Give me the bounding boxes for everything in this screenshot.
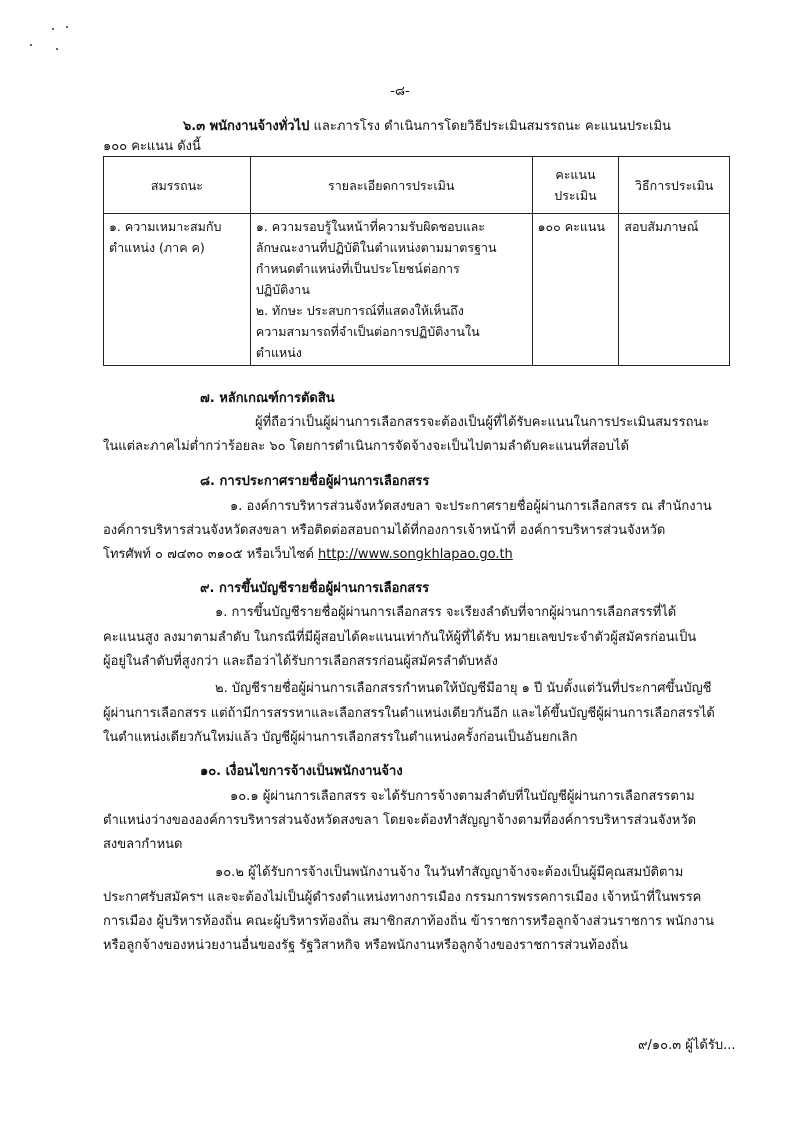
assessment-table xyxy=(103,156,730,366)
section-9-p1-line2: คะแนนสูง ลงมาตามลำดับ ในกรณีที่มีผู้สอบได้คะแนนเท่ากันให้ผู้ที่ได้รับ หมายเลขประจำตัวผู้สมัครก่อนเป็น xyxy=(103,630,697,645)
website-link[interactable]: http://www.songkhlapao.go.th xyxy=(318,547,513,562)
details-line: กำหนดตำแหน่งที่เป็นประโยชน์ต่อการ xyxy=(255,261,460,276)
cell-method: สอบสัมภาษณ์ xyxy=(619,214,730,366)
details-line: ตำแหน่ง xyxy=(255,345,302,360)
section-6-3-title: ๖.๓ พนักงานจ้างทั่วไป xyxy=(183,119,310,134)
details-line: ความสามารถที่จำเป็นต่อการปฏิบัติงานใน xyxy=(255,324,480,339)
competency-line: ๑. ความเหมาะสมกับ xyxy=(109,219,222,234)
header-details: รายละเอียดการประเมิน xyxy=(250,157,532,214)
section-10-p2-line2: ประกาศรับสมัครฯ และจะต้องไม่เป็นผู้ดำรงตำแหน่งทางการเมือง กรรมการพรรคการเมือง เจ้าหน้าที่ในพรรค xyxy=(103,890,702,905)
section-8-heading: ๘. การประกาศรายชื่อผู้ผ่านการเลือกสรร xyxy=(200,474,430,489)
cell-details xyxy=(250,214,532,366)
cell-score: ๑๐๐ คะแนน xyxy=(532,214,619,366)
section-10-p1-line3: สงขลากำหนด xyxy=(103,837,183,852)
footer-continuation: ๙/๑๐.๓ ผู้ได้รับ... xyxy=(638,1038,736,1053)
details-line: ๒. ทักษะ ประสบการณ์ที่แสดงให้เห็นถึง xyxy=(255,303,464,318)
table-row xyxy=(104,214,730,366)
section-8-line3: โทรศัพท์ ๐ ๗๔๓๐ ๓๑๐๕ หรือเว็บไซด์ xyxy=(103,547,314,562)
section-8-line2: องค์การบริหารส่วนจังหวัดสงขลา หรือติดต่อสอบถามได้ที่กองการเจ้าหน้าที่ องค์การบริหารส่วนจังหวัด xyxy=(103,523,666,538)
cell-competency xyxy=(104,214,251,366)
section-10-p2-line1: ๑๐.๒ ผู้ได้รับการจ้างเป็นพนักงานจ้าง ในวันทำสัญญาจ้างจะต้องเป็นผู้มีคุณสมบัติตาม xyxy=(215,865,684,880)
details-line: ลักษณะงานที่ปฏิบัติในตำแหน่งตามมาตรฐาน xyxy=(255,240,497,255)
header-score-line2: ประเมิน xyxy=(554,188,597,203)
header-competency: สมรรถนะ xyxy=(104,157,251,214)
section-7-line2: ในแต่ละภาคไม่ต่ำกว่าร้อยละ ๖๐ โดยการดำเนินการจัดจ้างจะเป็นไปตามลำดับคะแนนที่สอบได้ xyxy=(103,439,629,454)
section-6-3-line2: ๑๐๐ คะแนน ดังนี้ xyxy=(103,139,201,154)
section-7-line1: ผู้ที่ถือว่าเป็นผู้ผ่านการเลือกสรรจะต้องเป็นผู้ที่ได้รับคะแนนในการประเมินสมรรถนะ xyxy=(255,415,710,430)
section-9-p1-line3: ผู้อยู่ในลำดับที่สูงกว่า และถือว่าได้รับการเลือกสรรก่อนผู้สมัครลำดับหลัง xyxy=(103,654,498,669)
section-10-p1-line2: ตำแหน่งว่างขององค์การบริหารส่วนจังหวัดสงขลา โดยจะต้องทำสัญญาจ้างตามที่องค์การบริหารส่วนจังหวัด xyxy=(103,813,697,828)
competency-line: ตำแหน่ง (ภาค ค) xyxy=(109,240,205,255)
page-number: -๘- xyxy=(390,84,410,99)
section-10-heading: ๑๐. เงื่อนไขการจ้างเป็นพนักงานจ้าง xyxy=(200,764,403,779)
section-10-p2-line3: การเมือง ผู้บริหารท้องถิ่น คณะผู้บริหารท้องถิ่น สมาชิกสภาท้องถิ่น ข้าราชการหรือลูกจ้างส่วนราชการ พนักงาน xyxy=(103,914,715,929)
header-method: วิธีการประเมิน xyxy=(619,157,730,214)
header-score-line1: คะแนน xyxy=(555,167,596,182)
scan-specks xyxy=(18,22,88,52)
details-line: ปฏิบัติงาน xyxy=(255,282,310,297)
section-7-heading: ๗. หลักเกณฑ์การตัดสิน xyxy=(200,391,335,406)
section-9-p2-line2: ผู้ผ่านการเลือกสรร แต่ถ้ามีการสรรหาและเลือกสรรในตำแหน่งเดียวกันอีก และได้ขึ้นบัญชีผู้ผ่านการเลือกสรรได้ xyxy=(103,706,715,721)
section-9-heading: ๙. การขึ้นบัญชีรายชื่อผู้ผ่านการเลือกสรร xyxy=(200,581,430,596)
section-10-p2-line4: หรือลูกจ้างของหน่วยงานอื่นของรัฐ รัฐวิสาหกิจ หรือพนักงานหรือลูกจ้างของราชการส่วนท้องถิ่น xyxy=(103,938,628,953)
details-line: ๑. ความรอบรู้ในหน้าที่ความรับผิดชอบและ xyxy=(255,219,485,234)
table-header-row xyxy=(104,157,730,214)
section-9-p2-line1: ๒. บัญชีรายชื่อผู้ผ่านการเลือกสรรกำหนดให้บัญชีมีอายุ ๑ ปี นับตั้งแต่วันที่ประกาศขึ้นบัญชี xyxy=(215,681,712,696)
section-6-3-text: และภารโรง ดำเนินการโดยวิธีประเมินสมรรถนะ คะแนนประเมิน xyxy=(313,119,671,134)
section-9-p2-line3: ในตำแหน่งเดียวกันใหม่แล้ว บัญชีผู้ผ่านการเลือกสรรในตำแหน่งครั้งก่อนเป็นอันยกเลิก xyxy=(103,730,578,745)
section-10-p1-line1: ๑๐.๑ ผู้ผ่านการเลือกสรร จะได้รับการจ้างตามลำดับที่ในบัญชีผู้ผ่านการเลือกสรรตาม xyxy=(230,789,695,804)
section-6-3-heading xyxy=(183,118,671,136)
section-8-line1: ๑. องค์การบริหารส่วนจังหวัดสงขลา จะประกาศรายชื่อผู้ผ่านการเลือกสรร ณ สำนักงาน xyxy=(230,499,712,514)
section-9-p1-line1: ๑. การขึ้นบัญชีรายชื่อผู้ผ่านการเลือกสรร จะเรียงลำดับที่จากผู้ผ่านการเลือกสรรที่ได้ xyxy=(215,605,677,620)
header-score xyxy=(532,157,619,214)
section-8-line3-wrap xyxy=(103,546,513,564)
